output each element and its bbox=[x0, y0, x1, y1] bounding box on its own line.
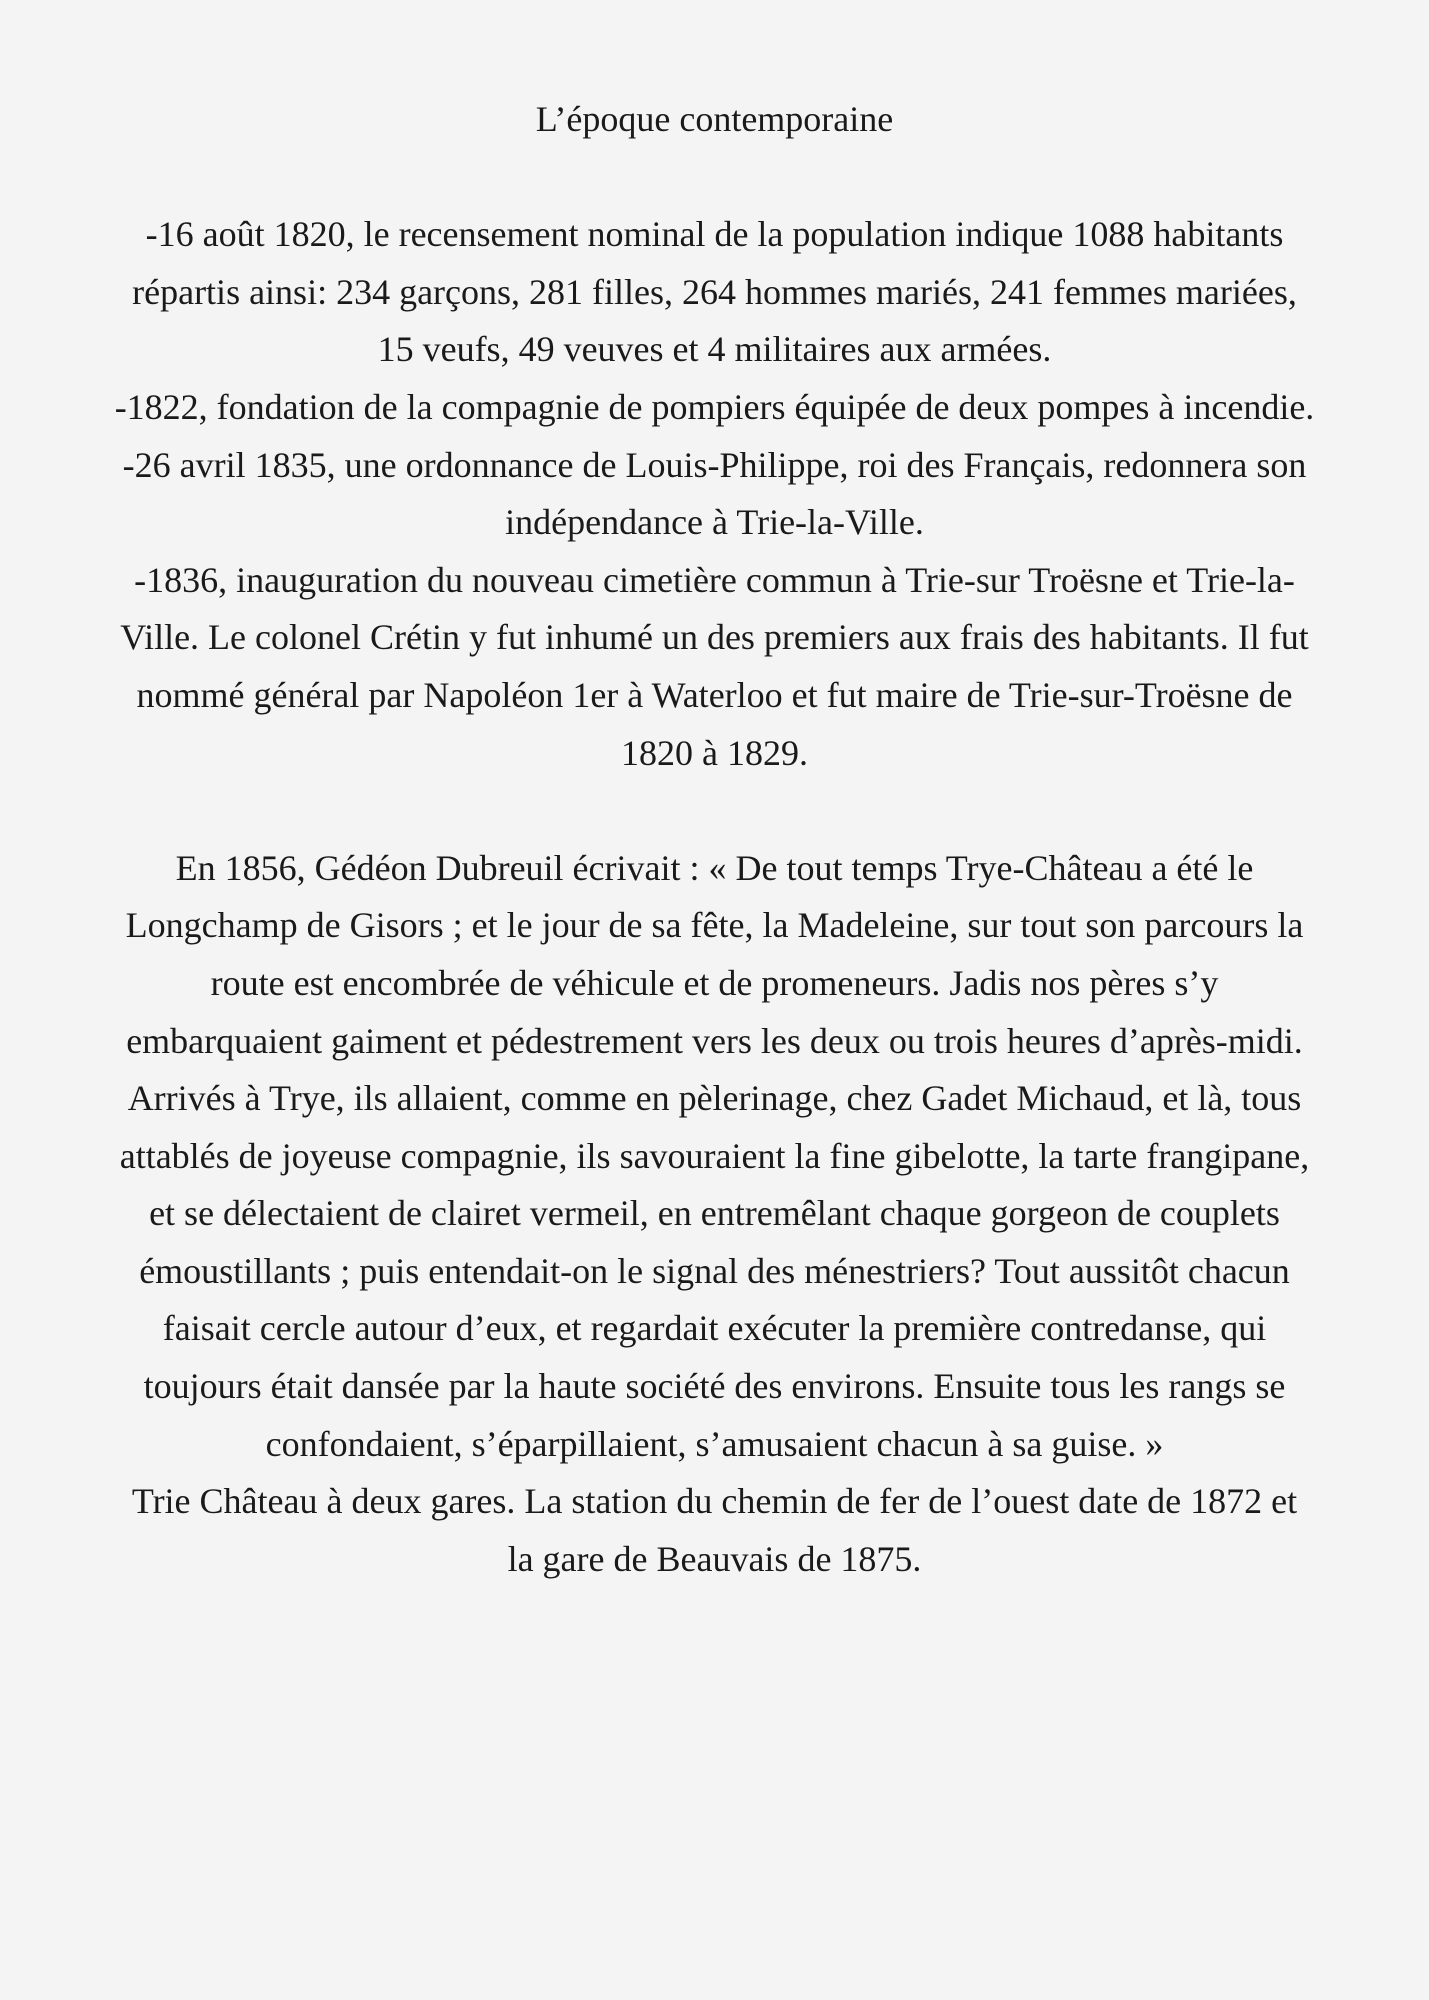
text-line: toujours était dansée par la haute société des environs. Ensuite tous les rangs se bbox=[143, 1366, 1286, 1407]
text-line: embarquaient gaiment et pédestrement vers les deux ou trois heures d’après-midi. bbox=[126, 1020, 1303, 1061]
document-body bbox=[50, 91, 1379, 1588]
text-line: confondaient, s’éparpillaient, s’amusaient chacun à sa guise. » bbox=[265, 1423, 1164, 1464]
text-line: -26 avril 1835, une ordonnance de Louis-Philippe, roi des Français, redonnera son bbox=[122, 444, 1307, 485]
text-line: indépendance à Trie-la-Ville. bbox=[505, 502, 924, 543]
text-line: attablés de joyeuse compagnie, ils savouraient la fine gibelotte, la tarte frangipane, bbox=[119, 1135, 1310, 1176]
text-line: -1836, inauguration du nouveau cimetière commun à Trie-sur Troësne et Trie-la- bbox=[134, 559, 1295, 600]
text-line: 1820 à 1829. bbox=[621, 732, 808, 773]
text-line: la gare de Beauvais de 1875. bbox=[507, 1538, 922, 1579]
quote-section bbox=[50, 840, 1379, 1589]
text-line: Trie Château à deux gares. La station du chemin de fer de l’ouest date de 1872 et bbox=[131, 1481, 1298, 1522]
text-line: émoustillants ; puis entendait-on le signal des ménestriers? Tout aussitôt chacun bbox=[139, 1250, 1290, 1291]
text-line: Ville. Le colonel Crétin y fut inhumé un des premiers aux frais des habitants. Il fut bbox=[120, 617, 1309, 658]
text-line: et se délectaient de clairet vermeil, en entremêlant chaque gorgeon de couplets bbox=[149, 1193, 1280, 1234]
text-line: nommé général par Napoléon 1er à Waterloo et fut maire de Trie-sur-Troësne de bbox=[136, 674, 1293, 715]
text-line: -1822, fondation de la compagnie de pompiers équipée de deux pompes à incendie. bbox=[114, 386, 1315, 427]
text-line: répartis ainsi: 234 garçons, 281 filles, 264 hommes mariés, 241 femmes mariées, bbox=[132, 271, 1297, 312]
text-line: route est encombrée de véhicule et de promeneurs. Jadis nos pères s’y bbox=[210, 962, 1219, 1003]
text-line: Longchamp de Gisors ; et le jour de sa fête, la Madeleine, sur tout son parcours la bbox=[125, 905, 1304, 946]
text-line: Arrivés à Trye, ils allaient, comme en pèlerinage, chez Gadet Michaud, et là, tous bbox=[127, 1078, 1302, 1119]
page-title: L’époque contemporaine bbox=[535, 99, 894, 139]
text-line: faisait cercle autour d’eux, et regardait exécuter la première contredanse, qui bbox=[162, 1308, 1267, 1349]
text-line: -16 août 1820, le recensement nominal de la population indique 1088 habitants bbox=[145, 214, 1284, 255]
paragraph-gap bbox=[50, 782, 1379, 840]
chronology-section bbox=[50, 206, 1379, 782]
text-line: 15 veufs, 49 veuves et 4 militaires aux armées. bbox=[377, 329, 1052, 370]
text-line: En 1856, Gédéon Dubreuil écrivait : « De tout temps Trye-Château a été le bbox=[175, 847, 1254, 888]
